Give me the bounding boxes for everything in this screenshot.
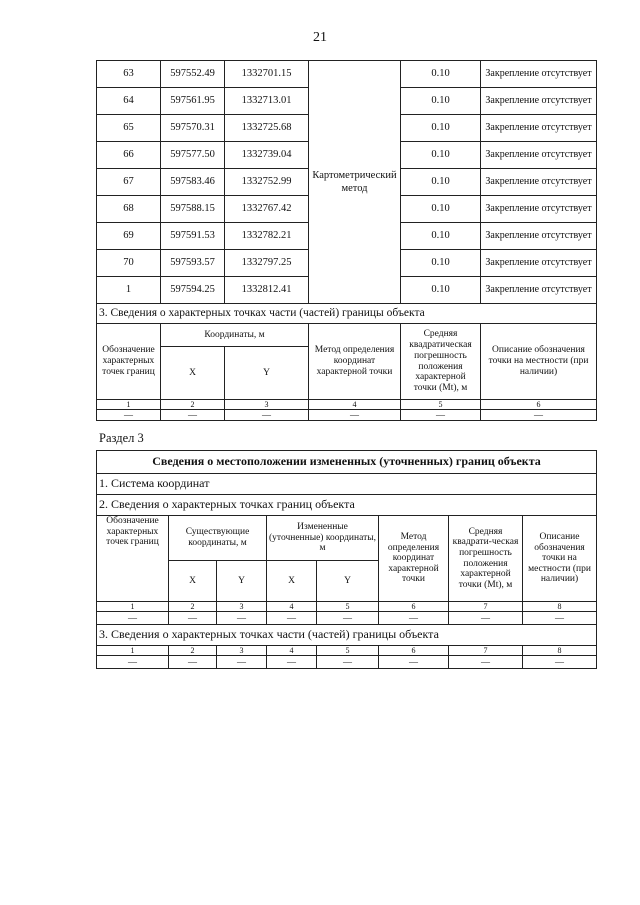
accuracy-value: 0.10 xyxy=(401,115,481,142)
header-y: Y xyxy=(225,347,309,400)
col-number: 3 xyxy=(225,400,309,410)
dash-cell: — xyxy=(523,612,597,625)
coord-x: 597552.49 xyxy=(161,61,225,88)
col-number: 4 xyxy=(267,602,317,612)
accuracy-value: 0.10 xyxy=(401,223,481,250)
point-number: 1 xyxy=(97,277,161,304)
dash-cell: — xyxy=(161,410,225,421)
dash-cell: — xyxy=(317,612,379,625)
col-number: 6 xyxy=(379,646,449,656)
point-description: Закрепление отсутствует xyxy=(481,223,597,250)
accuracy-value: 0.10 xyxy=(401,61,481,88)
header-designation: Обозначение характерных точек границ xyxy=(97,516,169,602)
col-number: 4 xyxy=(267,646,317,656)
dash-cell: — xyxy=(217,656,267,669)
col-number: 8 xyxy=(523,646,597,656)
changed-boundaries-table xyxy=(96,450,597,669)
coord-x: 597591.53 xyxy=(161,223,225,250)
dash-cell: — xyxy=(317,656,379,669)
dash-cell: — xyxy=(309,410,401,421)
dash-cell: — xyxy=(97,410,161,421)
dash-cell: — xyxy=(449,612,523,625)
point-description: Закрепление отсутствует xyxy=(481,277,597,304)
point-description: Закрепление отсутствует xyxy=(481,196,597,223)
section-label: Раздел 3 xyxy=(99,431,144,445)
coord-system-title: 1. Система координат xyxy=(97,474,597,495)
coord-y: 1332713.01 xyxy=(225,88,309,115)
dash-cell: — xyxy=(523,656,597,669)
coord-y: 1332797.25 xyxy=(225,250,309,277)
dash-cell: — xyxy=(97,612,169,625)
header-changed-coords: Измененные (уточненные) координаты, м xyxy=(267,516,379,561)
col-number: 8 xyxy=(523,602,597,612)
point-number: 67 xyxy=(97,169,161,196)
header-changed-x: X xyxy=(267,561,317,602)
col-number: 5 xyxy=(401,400,481,410)
col-number: 6 xyxy=(379,602,449,612)
dash-cell: — xyxy=(169,612,217,625)
dash-cell: — xyxy=(217,612,267,625)
table-title: Сведения о местоположении измененных (уточненных) границ объекта xyxy=(97,451,597,474)
point-number: 68 xyxy=(97,196,161,223)
section-3-title: 3. Сведения о характерных точках части (частей) границы объекта xyxy=(97,304,597,324)
coord-y: 1332725.68 xyxy=(225,115,309,142)
point-number: 63 xyxy=(97,61,161,88)
dash-cell: — xyxy=(379,612,449,625)
dash-cell: — xyxy=(401,410,481,421)
col-number: 7 xyxy=(449,602,523,612)
header-x: X xyxy=(161,347,225,400)
accuracy-value: 0.10 xyxy=(401,142,481,169)
header-existing-y: Y xyxy=(217,561,267,602)
dash-cell: — xyxy=(267,612,317,625)
header-existing-coords: Существующие координаты, м xyxy=(169,516,267,561)
point-number: 64 xyxy=(97,88,161,115)
coord-x: 597594.25 xyxy=(161,277,225,304)
dash-cell: — xyxy=(169,656,217,669)
col-number: 7 xyxy=(449,646,523,656)
accuracy-value: 0.10 xyxy=(401,277,481,304)
point-description: Закрепление отсутствует xyxy=(481,169,597,196)
col-number: 3 xyxy=(217,602,267,612)
page-number: 21 xyxy=(313,30,327,45)
coord-y: 1332752.99 xyxy=(225,169,309,196)
point-description: Закрепление отсутствует xyxy=(481,250,597,277)
dash-cell: — xyxy=(97,656,169,669)
header-designation: Обозначение характерных точек границ xyxy=(97,324,161,400)
col-number: 1 xyxy=(97,400,161,410)
point-number: 65 xyxy=(97,115,161,142)
col-number: 3 xyxy=(217,646,267,656)
header-coordinates: Координаты, м xyxy=(161,324,309,347)
col-number: 5 xyxy=(317,646,379,656)
accuracy-value: 0.10 xyxy=(401,196,481,223)
header-accuracy: Средняя квадратическая погрешность положения характерной точки (Mt), м xyxy=(401,324,481,400)
method-cell: Картометрический метод xyxy=(309,61,401,304)
col-number: 5 xyxy=(317,602,379,612)
accuracy-value: 0.10 xyxy=(401,88,481,115)
accuracy-value: 0.10 xyxy=(401,169,481,196)
dash-cell: — xyxy=(379,656,449,669)
coord-y: 1332701.15 xyxy=(225,61,309,88)
coord-x: 597583.46 xyxy=(161,169,225,196)
coord-y: 1332782.21 xyxy=(225,223,309,250)
col-number: 4 xyxy=(309,400,401,410)
dash-cell: — xyxy=(449,656,523,669)
point-description: Закрепление отсутствует xyxy=(481,88,597,115)
point-description: Закрепление отсутствует xyxy=(481,115,597,142)
dash-cell: — xyxy=(481,410,597,421)
col-number: 2 xyxy=(169,646,217,656)
coord-x: 597561.95 xyxy=(161,88,225,115)
dash-cell: — xyxy=(267,656,317,669)
coord-x: 597570.31 xyxy=(161,115,225,142)
point-description: Закрепление отсутствует xyxy=(481,61,597,88)
header-method: Метод определения координат характерной точки xyxy=(309,324,401,400)
col-number: 2 xyxy=(169,602,217,612)
dash-cell: — xyxy=(225,410,309,421)
boundary-points-table xyxy=(96,60,597,421)
section-3-title: 3. Сведения о характерных точках части (частей) границы объекта xyxy=(97,625,597,646)
col-number: 6 xyxy=(481,400,597,410)
point-number: 66 xyxy=(97,142,161,169)
header-description: Описание обозначения точки на местности (при наличии) xyxy=(481,324,597,400)
col-number: 1 xyxy=(97,646,169,656)
header-changed-y: Y xyxy=(317,561,379,602)
coord-x: 597577.50 xyxy=(161,142,225,169)
coord-y: 1332739.04 xyxy=(225,142,309,169)
header-accuracy: Средняя квадрати-ческая погрешность положения характерной точки (Mt), м xyxy=(449,516,523,602)
point-description: Закрепление отсутствует xyxy=(481,142,597,169)
section-2-title: 2. Сведения о характерных точках границ объекта xyxy=(97,495,597,516)
header-method: Метод определения координат характерной точки xyxy=(379,516,449,602)
col-number: 1 xyxy=(97,602,169,612)
coord-x: 597588.15 xyxy=(161,196,225,223)
coord-x: 597593.57 xyxy=(161,250,225,277)
header-description: Описание обозначения точки на местности (при наличии) xyxy=(523,516,597,602)
table-row xyxy=(97,61,597,88)
point-number: 70 xyxy=(97,250,161,277)
point-number: 69 xyxy=(97,223,161,250)
accuracy-value: 0.10 xyxy=(401,250,481,277)
col-number: 2 xyxy=(161,400,225,410)
coord-y: 1332767.42 xyxy=(225,196,309,223)
coord-y: 1332812.41 xyxy=(225,277,309,304)
header-existing-x: X xyxy=(169,561,217,602)
